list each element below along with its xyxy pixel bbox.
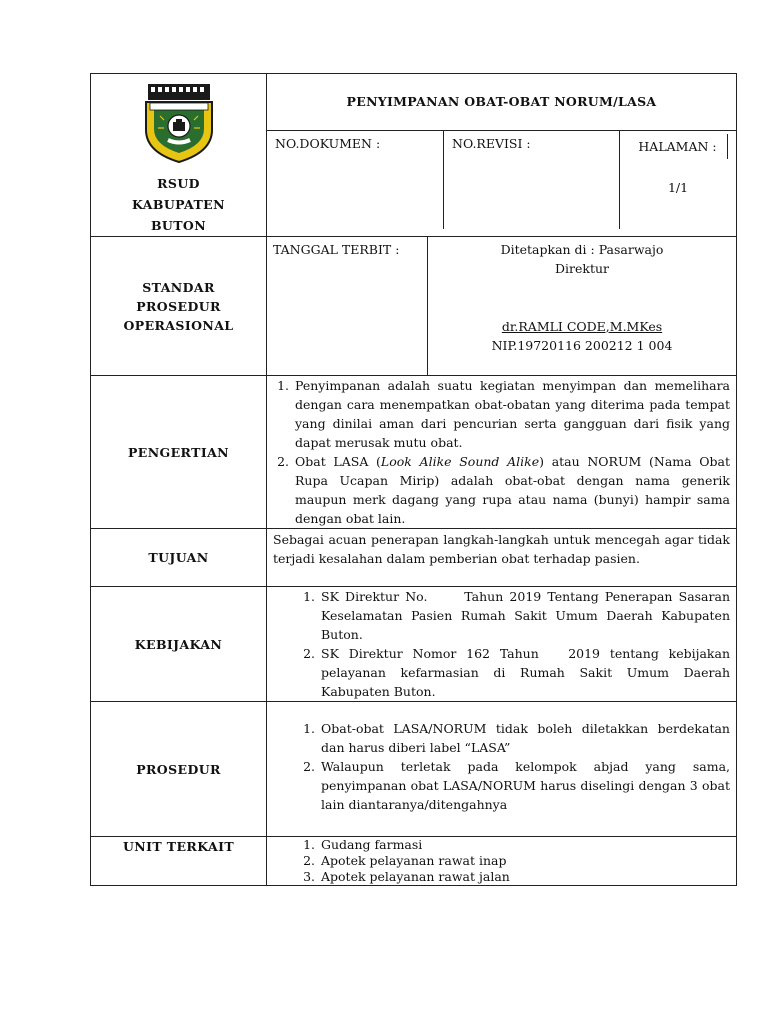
unit-terkait-item: 2. Apotek pelayanan rawat inap [319, 853, 730, 869]
document-meta [267, 131, 736, 229]
prosedur-label: PROSEDUR [91, 702, 267, 837]
sop-label-line1: STANDAR [142, 279, 215, 295]
sop-label-line2: PROSEDUR [136, 298, 221, 314]
hospital-name-line2: KABUPATEN [132, 197, 225, 212]
prosedur-list [295, 719, 730, 814]
kebijakan-item: 2. SK Direktur Nomor 162 Tahun 2019 tentang kebijakan pelayanan kefarmasian di Rumah Sakit Umum Daerah Kabupaten Buton. [319, 644, 730, 701]
hospital-name [91, 173, 266, 236]
sop-label-line3: OPERASIONAL [123, 317, 234, 333]
document-meta-cell [267, 130, 737, 236]
kebijakan-label: KEBIJAKAN [91, 587, 267, 702]
director-nip: NIP.19720116 200212 1 004 [491, 338, 673, 353]
prosedur-item: 2. Walaupun terletak pada kelompok abjad yang sama, penyimpanan obat LASA/NORUM harus diselingi dengan 3 obat lain diantaranya/ditengahnya [319, 757, 730, 814]
hospital-name-line1: RSUD [157, 176, 200, 191]
unit-terkait-content [267, 837, 737, 886]
tanggal-terbit [267, 237, 428, 375]
approval-cell [267, 237, 737, 376]
director-title: Direktur [554, 261, 610, 276]
unit-terkait-list [295, 837, 730, 885]
unit-terkait-item: 1. Gudang farmasi [319, 837, 730, 853]
halaman-label: HALAMAN : [628, 134, 728, 159]
unit-terkait-label: UNIT TERKAIT [91, 837, 267, 886]
unit-terkait-item: 3. Apotek pelayanan rawat jalan [319, 869, 730, 885]
no-dokumen [267, 131, 444, 229]
kebijakan-content [267, 587, 737, 702]
tujuan-content [267, 529, 737, 587]
pengertian-list [269, 376, 730, 528]
no-dokumen-label: NO.DOKUMEN : [275, 135, 381, 151]
kebijakan-list [295, 587, 734, 701]
halaman-value: 1/1 [667, 179, 689, 195]
pengertian-item [293, 452, 730, 528]
pengertian-item: 1. Penyimpanan adalah suatu kegiatan menyimpan dan memelihara dengan cara menempatkan obat-obatan yang diterima pada tempat yang dinilai aman dari pencurian serta gangguan dari fisik yang dapat merusak mutu obat. [293, 376, 730, 452]
no-revisi [444, 131, 620, 229]
tujuan-label: TUJUAN [91, 529, 267, 587]
no-revisi-label: NO.REVISI : [452, 135, 531, 151]
pengertian-content [267, 376, 737, 529]
prosedur-item: 1. Obat-obat LASA/NORUM tidak boleh diletakkan berdekatan dan harus diberi label “LASA” [319, 719, 730, 757]
kebijakan-item: 1. SK Direktur No. Tahun 2019 Tentang Penerapan Sasaran Keselamatan Pasien Rumah Sakit Umum Daerah Kabupaten Buton. [319, 587, 730, 644]
approval [428, 237, 736, 375]
pengertian-item2-post: ) atau NORUM (Nama Obat Rupa Ucapan Mirip) adalah obat-obat dengan nama generik maupun merk dagang yang rupa atau nama (bunyi) hampir sama dengan obat lain. [295, 454, 730, 526]
ditetapkan-text: Ditetapkan di : Pasarwajo [500, 242, 664, 257]
document-title: PENYIMPANAN OBAT-OBAT NORUM/LASA [267, 74, 737, 131]
hospital-header-cell [91, 74, 267, 237]
pengertian-item2-pre: Obat LASA ( [295, 454, 381, 469]
hospital-name-line3: BUTON [150, 218, 207, 233]
prosedur-content [267, 702, 737, 837]
sop-label-cell [91, 237, 267, 376]
tanggal-terbit-label: TANGGAL TERBIT : [273, 242, 400, 257]
halaman [620, 131, 736, 229]
director-name: dr.RAMLI CODE,M.MKes [501, 319, 663, 334]
regency-emblem-icon [138, 82, 220, 164]
tujuan-text: Sebagai acuan penerapan langkah-langkah untuk mencegah agar tidak terjadi kesalahan dalam pemberian obat terhadap pasien. [273, 532, 730, 566]
sop-table [90, 73, 737, 886]
pengertian-item2-italic: Look Alike Sound Alike [380, 454, 540, 469]
pengertian-label: PENGERTIAN [91, 376, 267, 529]
